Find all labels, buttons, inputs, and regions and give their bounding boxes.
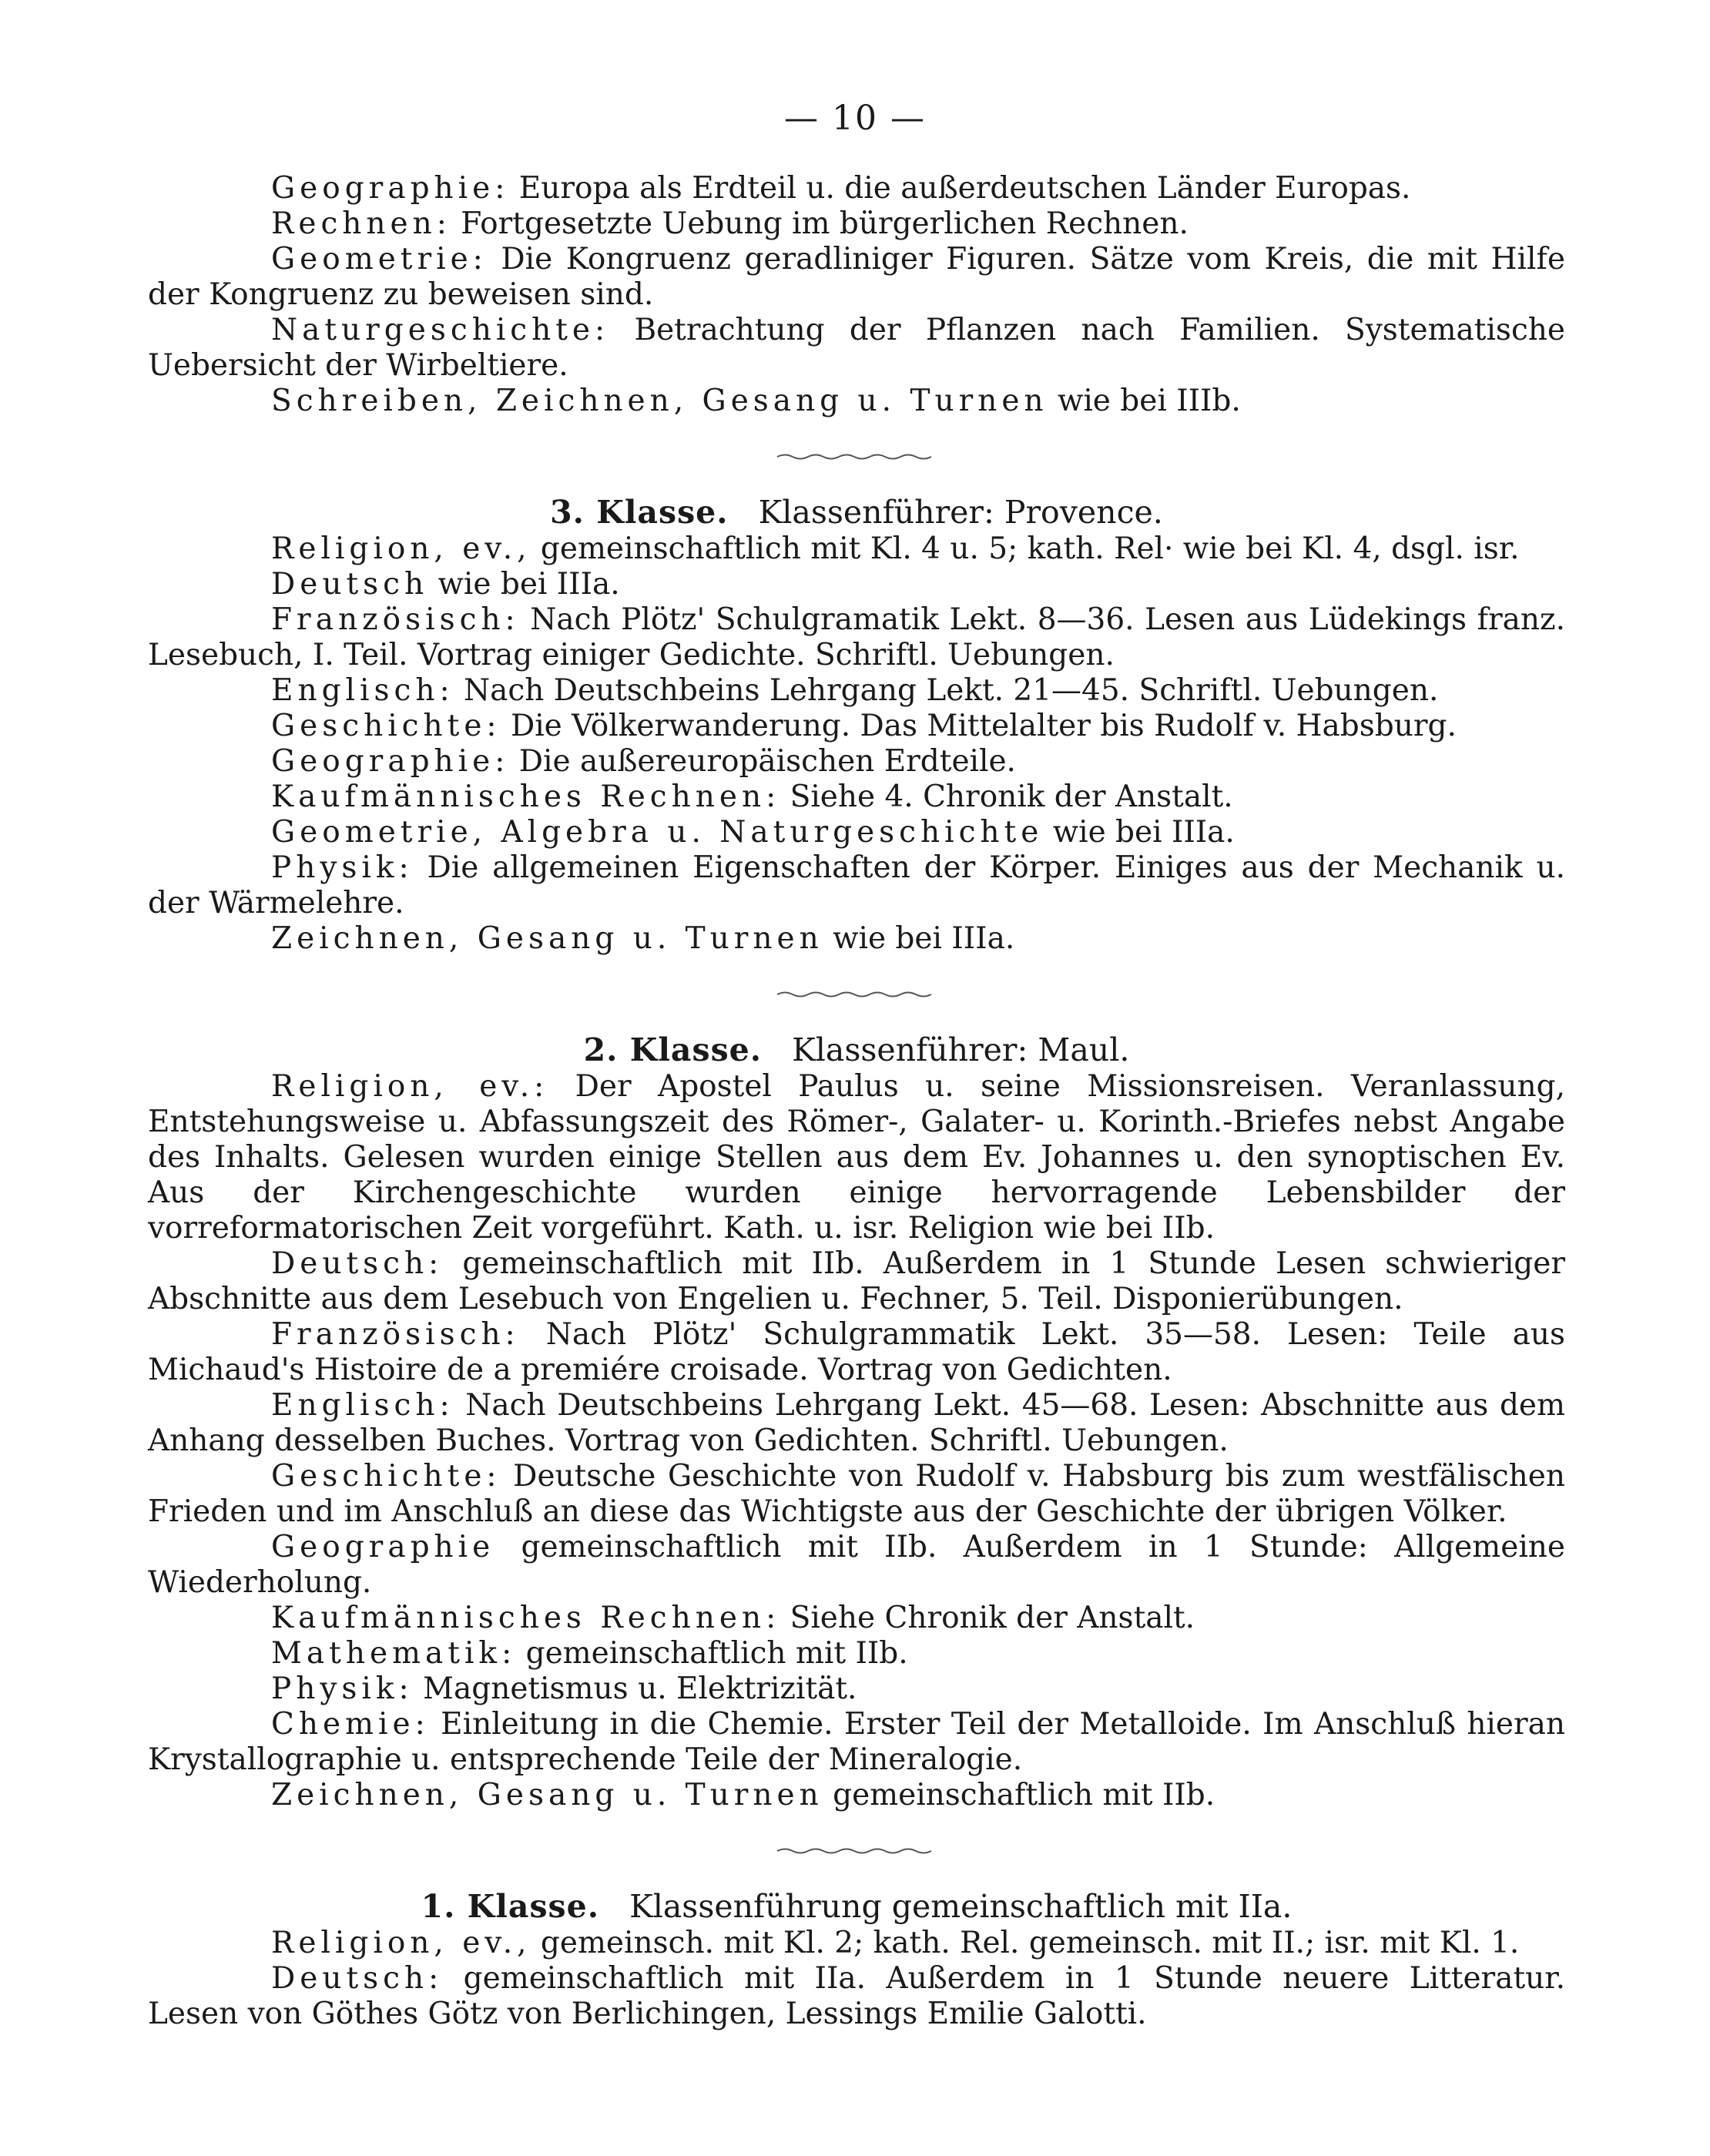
- subject-label: Religion, ev.,: [271, 531, 531, 566]
- class3-heading: [148, 493, 1565, 531]
- class2-heading-class: 2. Klasse.: [583, 1031, 763, 1068]
- subject-text: gemeinsch. mit Kl. 2; kath. Rel. gemeinsch. mit II.; isr. mit Kl. 1.: [531, 1926, 1520, 1960]
- subject-text: Fortgesetzte Uebung im bürgerlichen Rechnen.: [451, 206, 1189, 241]
- subject-label: Geschichte:: [271, 1459, 501, 1494]
- subject-entry: [148, 1601, 1565, 1636]
- section-divider-ornament: [776, 1846, 937, 1856]
- subject-entry: [148, 384, 1565, 419]
- subject-entry: [148, 602, 1565, 673]
- subject-entry: [148, 709, 1565, 744]
- subject-label: Französisch:: [271, 1317, 520, 1352]
- subject-label: Zeichnen, Gesang u. Turnen: [271, 921, 823, 956]
- class3-heading-leader: Klassenführer: Provence.: [758, 494, 1163, 531]
- subject-text: Siehe Chronik der Anstalt.: [780, 1601, 1195, 1635]
- subject-label: Physik:: [271, 850, 414, 885]
- page-number: — 10 —: [784, 99, 926, 138]
- subject-label: Rechnen:: [271, 206, 451, 241]
- subject-entry: [148, 567, 1565, 602]
- subject-text: Deutsche Geschichte von Rudolf v. Habsburg bis zum westfälischen Frieden und im Anschluß an diese das Wichtigste aus der Geschichte der übrigen Völker.: [148, 1459, 1565, 1529]
- subject-label: Chemie:: [271, 1707, 430, 1742]
- class1-heading-leader: Klassenführung gemeinschaftlich mit IIa.: [629, 1888, 1293, 1925]
- subject-label: Schreiben, Zeichnen, Gesang u. Turnen: [271, 384, 1048, 418]
- subject-text: gemeinschaftlich mit IIa. Außerdem in 1 Stunde neuere Litteratur. Lesen von Göthes Götz von Berlichingen, Lessings Emilie Galotti.: [148, 1961, 1565, 2031]
- subject-entry: [148, 780, 1565, 815]
- subject-entry: [148, 744, 1565, 780]
- subject-text: wie bei IIIa.: [428, 567, 620, 602]
- subject-entry: [148, 1459, 1565, 1530]
- subject-entry: [148, 171, 1565, 206]
- subject-label: Deutsch:: [271, 1246, 444, 1281]
- class3-heading-class: 3. Klasse.: [550, 494, 729, 531]
- subject-text: Die Völkerwanderung. Das Mittelalter bis Rudolf v. Habsburg.: [501, 709, 1457, 743]
- section-divider-ornament: [776, 989, 937, 1000]
- subject-text: Nach Plötz' Schulgrammatik Lekt. 35—58. Lesen: Teile aus Michaud's Histoire de a premiére croisade. Vortrag von Gedichten.: [148, 1317, 1565, 1387]
- subject-label: Geschichte:: [271, 709, 501, 743]
- subject-text: gemeinschaftlich mit IIb. Außerdem in 1 Stunde Lesen schwieriger Abschnitte aus dem Lesebuch von Engelien u. Fechner, 5. Teil. Disponierübungen.: [148, 1246, 1565, 1316]
- subject-text: Die allgemeinen Eigenschaften der Körper. Einiges aus der Mechanik u. der Wärmelehre.: [148, 850, 1565, 920]
- subject-entry: [148, 1926, 1565, 1961]
- document-body: [148, 171, 1565, 2032]
- subject-entry: [148, 1636, 1565, 1671]
- subject-text: Einleitung in die Chemie. Erster Teil der Metalloide. Im Anschluß hieran Krystallographie u. entsprechende Teile der Mineralogie.: [148, 1707, 1565, 1777]
- subject-entry: [148, 673, 1565, 709]
- class2-heading: [148, 1031, 1565, 1069]
- subject-label: Naturgeschichte:: [271, 313, 610, 347]
- subject-label: Zeichnen, Gesang u. Turnen: [271, 1778, 823, 1812]
- subject-text: Nach Deutschbeins Lehrgang Lekt. 45—68. Lesen: Abschnitte aus dem Anhang desselben Buches. Vortrag von Gedichten. Schriftl. Uebungen.: [148, 1388, 1565, 1458]
- subject-text: wie bei IIIa.: [823, 921, 1015, 956]
- subject-text: Europa als Erdteil u. die außerdeutschen Länder Europas.: [509, 171, 1411, 206]
- subject-label: Geographie: [271, 1530, 495, 1564]
- class1-section: [148, 1887, 1565, 2032]
- subject-entry: [148, 1961, 1565, 2032]
- subject-text: wie bei IIIb.: [1048, 384, 1241, 418]
- subject-label: Englisch:: [271, 673, 454, 708]
- subject-text: Siehe 4. Chronik der Anstalt.: [780, 780, 1233, 814]
- subject-label: Mathematik:: [271, 1636, 517, 1671]
- subject-label: Religion, ev.:: [271, 1069, 549, 1104]
- class2-heading-leader: Klassenführer: Maul.: [792, 1031, 1130, 1068]
- subject-entry: [148, 1530, 1565, 1601]
- subject-text: Der Apostel Paulus u. seine Missionsreisen. Veranlassung, Entstehungsweise u. Abfassungszeit des Römer-, Galater- u. Korinth.-Briefes nebst Angabe des Inhalts. Gelesen wurden einige Stellen aus dem Ev. Johannes u. den synoptischen Ev. Aus der Kirchengeschichte wurden einige hervorragende Lebensbilder der vorreformatorischen Zeit vorgeführt. Kath. u. isr. Religion wie bei IIb.: [148, 1069, 1565, 1246]
- subject-entry: [148, 1778, 1565, 1813]
- subject-label: Geographie:: [271, 171, 510, 206]
- subject-label: Französisch:: [271, 602, 520, 637]
- subject-text: Nach Deutschbeins Lehrgang Lekt. 21—45. Schriftl. Uebungen.: [454, 673, 1439, 708]
- class3-section: [148, 493, 1565, 957]
- subject-label: Englisch:: [271, 1388, 454, 1423]
- subject-text: Die Kongruenz geradliniger Figuren. Sätze vom Kreis, die mit Hilfe der Kongruenz zu beweisen sind.: [148, 242, 1565, 312]
- subject-entry: [148, 1707, 1565, 1778]
- subject-label: Geometrie, Algebra u. Naturgeschichte: [271, 815, 1044, 850]
- subject-label: Geographie:: [271, 744, 510, 779]
- subject-entry: [148, 850, 1565, 921]
- subject-text: Magnetismus u. Elektrizität.: [413, 1671, 857, 1706]
- subject-entry: [148, 242, 1565, 313]
- subject-label: Geometrie:: [271, 242, 488, 277]
- subject-text: wie bei IIIa.: [1043, 815, 1235, 850]
- subject-entry: [148, 1388, 1565, 1459]
- subject-entry: [148, 1069, 1565, 1246]
- subject-text: gemeinschaftlich mit IIb. Außerdem in 1 Stunde: Allgemeine Wiederholung.: [148, 1530, 1565, 1600]
- subject-label: Kaufmännisches Rechnen:: [271, 780, 781, 814]
- subject-label: Kaufmännisches Rechnen:: [271, 1601, 781, 1635]
- class2-section: [148, 1031, 1565, 1813]
- subject-entry: [148, 531, 1565, 567]
- subject-label: Deutsch:: [271, 1961, 444, 1996]
- subject-entry: [148, 206, 1565, 242]
- subject-label: Physik:: [271, 1671, 414, 1706]
- subject-text: Die außereuropäischen Erdteile.: [509, 744, 1016, 779]
- subject-entry: [148, 313, 1565, 384]
- subject-text: gemeinschaftlich mit IIb.: [823, 1778, 1215, 1812]
- class1-heading: [148, 1887, 1565, 1926]
- subject-text: gemeinschaftlich mit IIb.: [516, 1636, 908, 1671]
- subject-entry: [148, 921, 1565, 957]
- subject-text: Betrachtung der Pflanzen nach Familien. Systematische Uebersicht der Wirbeltiere.: [148, 313, 1565, 383]
- class4-continued-section: [148, 171, 1565, 419]
- subject-label: Religion, ev.,: [271, 1926, 531, 1960]
- subject-entry: [148, 1671, 1565, 1707]
- subject-text: gemeinschaftlich mit Kl. 4 u. 5; kath. Rel· wie bei Kl. 4, dsgl. isr.: [531, 531, 1520, 566]
- subject-entry: [148, 1246, 1565, 1317]
- subject-label: Deutsch: [271, 567, 429, 602]
- subject-entry: [148, 1317, 1565, 1388]
- subject-entry: [148, 815, 1565, 850]
- subject-text: Nach Plötz' Schulgramatik Lekt. 8—36. Lesen aus Lüdekings franz. Lesebuch, I. Teil. Vortrag einiger Gedichte. Schriftl. Uebungen.: [148, 602, 1565, 672]
- section-divider-ornament: [776, 451, 937, 462]
- class1-heading-class: 1. Klasse.: [421, 1888, 599, 1925]
